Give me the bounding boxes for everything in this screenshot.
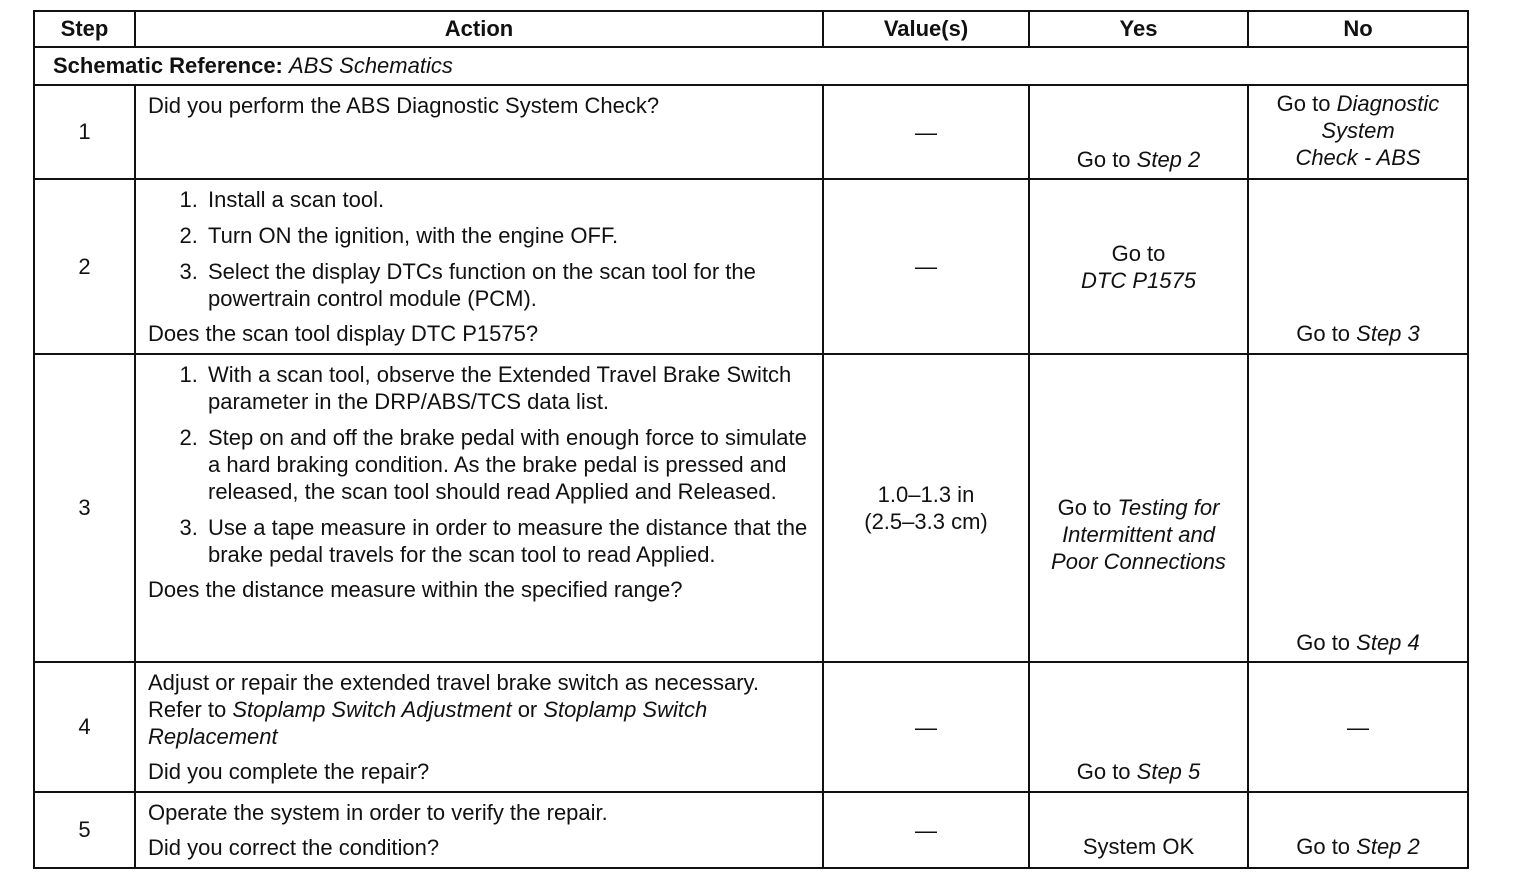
action-text: Adjust or repair the extended travel brake switch as necessary. Refer to Stoplamp Switch Adjustment or Stoplamp Switch Replacement [148,670,760,749]
yes-target[interactable]: Step 5 [1136,759,1201,784]
table-row [34,85,1468,179]
action-cell [135,85,823,179]
value-cell [823,354,1029,662]
no-cell [1248,792,1468,868]
yes-cell [1029,792,1248,868]
action-cell [135,179,823,354]
header-values: Value(s) [823,11,1029,47]
table-row [34,179,1468,354]
step-number: 3 [34,354,135,662]
stoplamp-adjustment-link[interactable]: Stoplamp Switch Adjustment [232,697,512,722]
action-question: Did you correct the condition? [148,835,440,860]
diagnostic-table [33,10,1469,869]
schematic-reference [34,47,1468,85]
action-step-item: 1. Install a scan tool. [204,186,810,213]
action-text: Did you perform the ABS Diagnostic System Check? [148,93,660,118]
header-step: Step [34,11,135,47]
no-cell [1248,662,1468,792]
header-yes: Yes [1029,11,1248,47]
value-text: — [915,119,937,145]
yes-goto[interactable]: Go to DTC P1575 [1081,240,1196,293]
action-step-item: 2. Turn ON the ignition, with the engine OFF. [204,222,810,249]
value-cell [823,179,1029,354]
yes-target[interactable]: Step 2 [1136,147,1201,172]
step-number: 2 [34,179,135,354]
schematic-reference-label: Schematic Reference: [53,53,283,78]
no-target-line2[interactable]: System [1321,118,1395,143]
schematic-reference-link[interactable]: ABS Schematics [289,53,453,78]
action-question: Does the scan tool display DTC P1575? [148,321,539,346]
no-goto[interactable]: Go to Diagnostic System Check - ABS [1276,91,1440,170]
yes-cell [1029,354,1248,662]
yes-cell [1029,85,1248,179]
no-goto[interactable]: Go to Step 4 [1296,630,1420,655]
stoplamp-replacement-link[interactable]: Stoplamp Switch Replacement [148,697,708,749]
action-step-item: 2. Step on and off the brake pedal with enough force to simulate a hard braking condition. As the brake pedal is pressed and released, the scan tool should read Applied and Released. [204,424,810,505]
header-no: No [1248,11,1468,47]
no-target-line3[interactable]: Check - ABS [1295,145,1421,170]
table-row [34,662,1468,792]
action-cell [135,662,823,792]
no-text: — [1347,714,1369,740]
yes-cell [1029,179,1248,354]
value-text: — [915,254,937,279]
action-step-item: 3. Select the display DTCs function on the scan tool for the powertrain control module (PCM). [204,258,810,312]
action-question: Does the distance measure within the specified range? [148,577,683,602]
step-number: 4 [34,662,135,792]
yes-cell [1029,662,1248,792]
yes-target-line3[interactable]: Poor Connections [1051,548,1226,574]
no-cell [1248,85,1468,179]
value-text: — [915,817,937,843]
action-steps [148,186,810,312]
step-number: 1 [34,85,135,179]
step-number: 5 [34,792,135,868]
yes-target[interactable]: DTC P1575 [1081,267,1196,293]
value-text: — [915,714,937,740]
no-cell [1248,354,1468,662]
action-step-item: 3. Use a tape measure in order to measure the distance that the brake pedal travels for the scan tool to read Applied. [204,514,810,568]
value-range-in: 1.0–1.3 in [877,482,975,507]
table-row [34,354,1468,662]
yes-goto[interactable]: Go to Step 2 [1076,147,1201,172]
yes-target-line2[interactable]: Intermittent and [1062,521,1215,547]
value-cell [823,662,1029,792]
value-cell [823,792,1029,868]
header-action: Action [135,11,823,47]
action-cell [135,792,823,868]
yes-goto[interactable]: Go to Step 5 [1076,759,1201,784]
no-target[interactable]: Step 4 [1356,630,1420,655]
no-target[interactable]: Step 2 [1356,834,1420,859]
no-goto[interactable]: Go to Step 2 [1296,834,1420,859]
action-cell [135,354,823,662]
action-text: Operate the system in order to verify the repair. [148,800,608,825]
value-cell [823,85,1029,179]
yes-target-line1[interactable]: Testing for [1117,494,1220,520]
no-goto[interactable]: Go to Step 3 [1296,320,1420,346]
header-row [34,11,1468,47]
yes-goto[interactable]: Go to Testing for Intermittent and Poor Connections [1051,494,1226,574]
no-target-line1[interactable]: Diagnostic [1336,91,1440,116]
table-row [34,792,1468,868]
value-range-cm: (2.5–3.3 cm) [864,509,988,534]
yes-result: System OK [1082,834,1195,859]
action-step-item: 1. With a scan tool, observe the Extended Travel Brake Switch parameter in the DRP/ABS/TCS data list. [204,361,810,415]
schematic-reference-row [34,47,1468,85]
action-question: Did you complete the repair? [148,759,430,784]
action-steps [148,361,810,568]
no-target[interactable]: Step 3 [1356,320,1420,346]
no-cell [1248,179,1468,354]
